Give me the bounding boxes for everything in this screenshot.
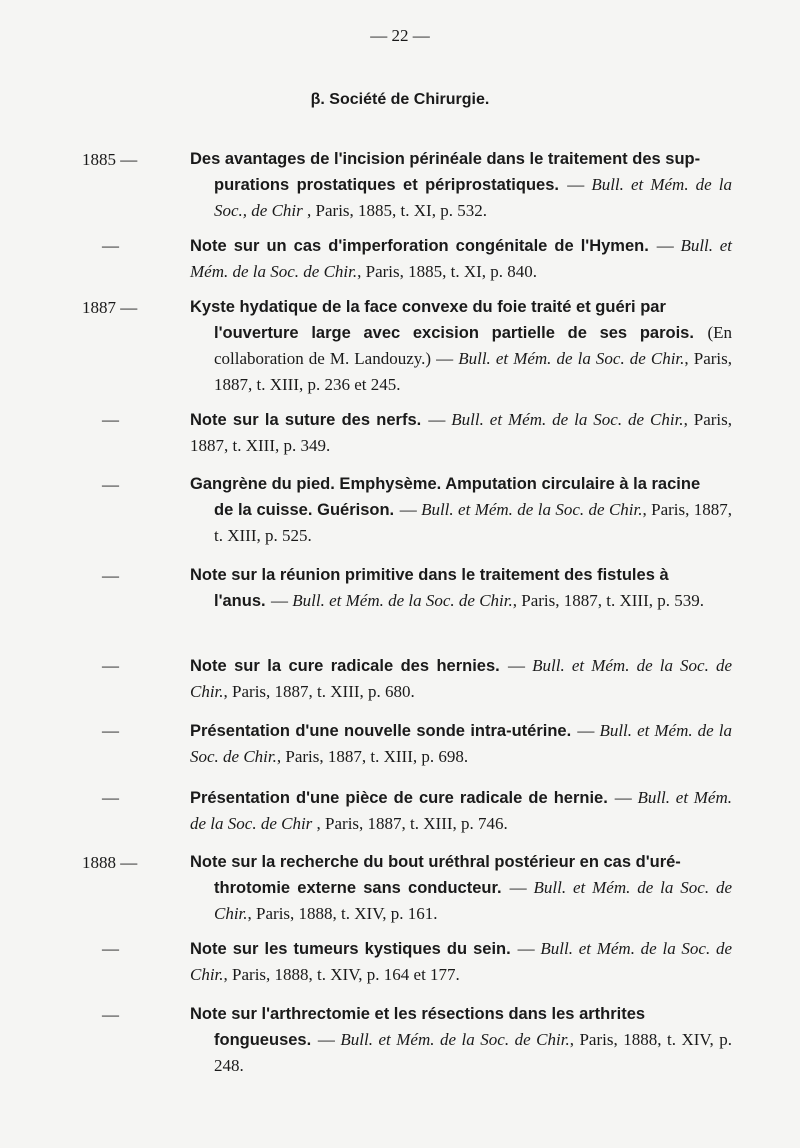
entry-title: Des avantages de l'incision périnéale dans le traitement des sup- — [190, 150, 701, 168]
entry-year: — — [102, 410, 119, 429]
entry-year: — — [102, 566, 119, 585]
entry-year: 1888 — — [82, 853, 138, 872]
entry-year: 1885 — — [82, 150, 138, 169]
entry-title: Note sur la suture des nerfs. — [190, 411, 422, 429]
bibliography-entry — [82, 147, 732, 224]
entry-title-continued: purations prostatiques et périprostatiques. — [214, 176, 559, 194]
entry-title: Gangrène du pied. Emphysème. Amputation circulaire à la racine — [190, 475, 701, 493]
entry-year: — — [102, 721, 119, 740]
bibliography-entry — [82, 718, 732, 770]
bibliography-entry — [82, 472, 732, 549]
entry-title-continued: throtomie externe sans conducteur. — [214, 879, 502, 897]
entry-year: — — [102, 656, 119, 675]
entry-title: Note sur un cas d'imperforation congénitale de l'Hymen. — [190, 237, 649, 255]
entry-year: — — [102, 788, 119, 807]
bibliography-entry — [82, 936, 732, 988]
entry-reference: — Bull. et Mém. de la Soc., de Chir , Paris, 1885, t. XI, p. 532. — [214, 175, 733, 220]
entry-title-continued: l'ouverture large avec excision partielle de ses parois. — [214, 324, 694, 342]
entry-reference: — Bull. et Mém. de la Soc. de Chir., Paris, 1887, t. XIII, p. 698. — [190, 721, 732, 766]
entry-title: Kyste hydatique de la face convexe du foie traité et guéri par — [190, 298, 666, 316]
bibliography-entry — [82, 653, 732, 705]
entry-reference: — Bull. et Mém. de la Soc. de Chir , Paris, 1887, t. XIII, p. 746. — [190, 788, 733, 833]
bibliography-entry — [82, 295, 732, 398]
entry-reference: — Bull. et Mém. de la Soc. de Chir., Paris, 1888, t. XIV, p. 161. — [214, 878, 733, 923]
entry-reference: — Bull. et Mém. de la Soc. de Chir., Paris, 1887, t. XIII, p. 680. — [190, 656, 733, 701]
entry-reference: — Bull. et Mém. de la Soc. de Chir., Paris, 1887, t. XIII, p. 349. — [190, 410, 732, 455]
entry-title: Note sur la recherche du bout uréthral postérieur en cas d'uré- — [190, 853, 681, 871]
entry-title-continued: l'anus. — [214, 592, 266, 610]
entry-title: Note sur les tumeurs kystiques du sein. — [190, 940, 511, 958]
entry-title: Présentation d'une pièce de cure radicale de hernie. — [190, 789, 608, 807]
entry-title-continued: fongueuses. — [214, 1031, 312, 1049]
entry-title: Note sur l'arthrectomie et les résections dans les arthrites — [190, 1005, 646, 1023]
entry-reference: (En collaboration de M. Landouzy.) — Bull. et Mém. de la Soc. de Chir., Paris, 1887, t. XIII, p. 236 et 245. — [214, 323, 732, 394]
bibliography-entry — [82, 563, 732, 614]
bibliography-entry — [82, 785, 732, 837]
entry-reference: — Bull. et Mém. de la Soc. de Chir., Paris, 1888, t. XIV, p. 164 et 177. — [190, 939, 733, 984]
entry-title: Note sur la cure radicale des hernies. — [190, 657, 500, 675]
entry-year: — — [102, 1005, 119, 1024]
entry-reference: — Bull. et Mém. de la Soc. de Chir., Paris, 1888, t. XIV, p. 248. — [214, 1030, 733, 1075]
bibliography-entry — [82, 233, 732, 285]
entry-year: — — [102, 939, 119, 958]
entry-year: 1887 — — [82, 298, 138, 317]
entry-title: Présentation d'une nouvelle sonde intra-utérine. — [190, 722, 572, 740]
section-title: β. Société de Chirurgie. — [310, 91, 490, 108]
bibliography-entry — [82, 850, 732, 927]
entry-year: — — [102, 475, 119, 494]
bibliography-entry — [82, 1002, 732, 1079]
bibliography-entry — [82, 407, 732, 459]
entry-reference: — Bull. et Mém. de la Soc. de Chir., Paris, 1887, t. XIII, p. 539. — [271, 591, 704, 610]
entry-title: Note sur la réunion primitive dans le traitement des fistules à — [190, 566, 669, 584]
page-number: — 22 — — [370, 26, 430, 45]
entry-reference: — Bull. et Mém. de la Soc. de Chir., Paris, 1885, t. XI, p. 840. — [190, 236, 733, 281]
entry-year: — — [102, 236, 119, 255]
entry-reference: — Bull. et Mém. de la Soc. de Chir., Paris, 1887, t. XIII, p. 525. — [214, 500, 733, 545]
entry-title-continued: de la cuisse. Guérison. — [214, 501, 395, 519]
